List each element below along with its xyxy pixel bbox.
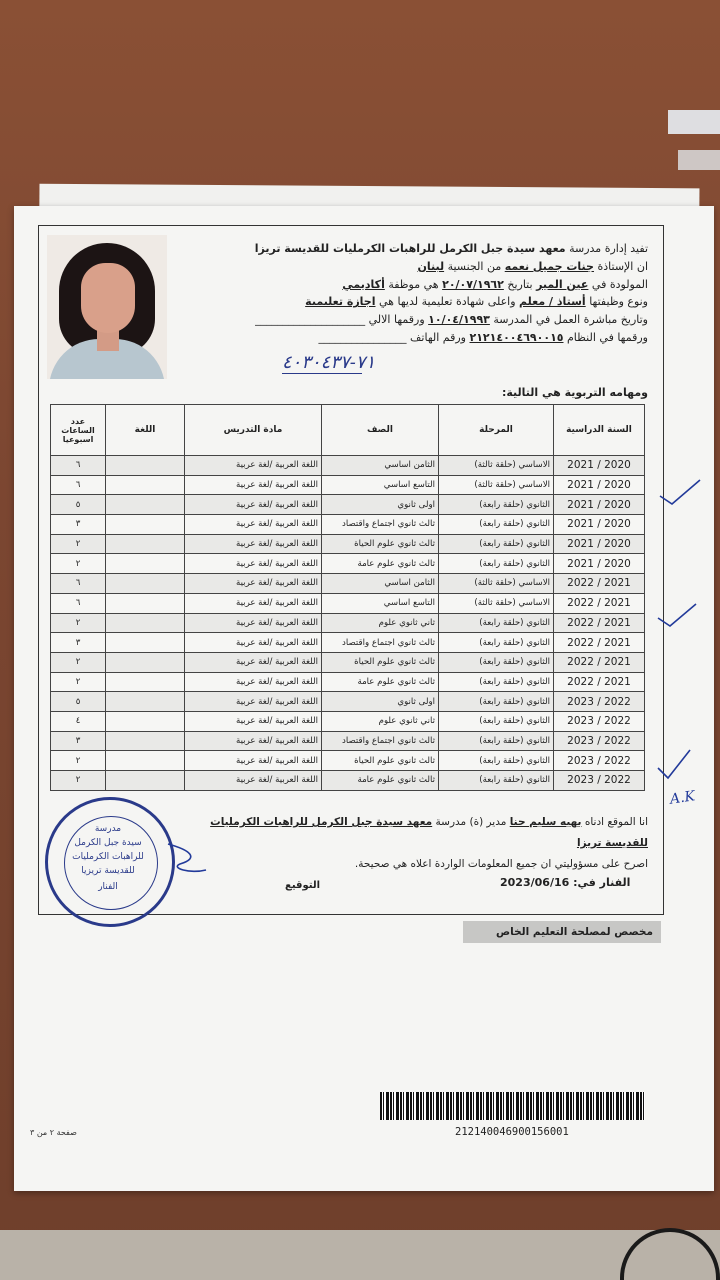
declaration-school: معهد سيدة جبل الكرمل للراهبات الكرمليات للقديسة تريزا bbox=[210, 816, 648, 849]
cell-language bbox=[106, 475, 185, 495]
cell-year: 2020 / 2021 bbox=[554, 534, 645, 554]
signing-date: 2023/06/16 bbox=[500, 876, 570, 889]
cell-language bbox=[106, 495, 185, 515]
cell-subject: اللغة العربية /لغة عربية bbox=[185, 672, 322, 692]
cell-year: 2022 / 2023 bbox=[554, 751, 645, 771]
cell-class: ثالث ثانوي اجتماع واقتصاد bbox=[322, 633, 439, 653]
cell-class: ثالث ثانوي علوم عامة bbox=[322, 672, 439, 692]
cell-year: 2021 / 2022 bbox=[554, 574, 645, 594]
cell-language bbox=[106, 613, 185, 633]
cell-subject: اللغة العربية /لغة عربية bbox=[185, 475, 322, 495]
cell-stage: الاساسي (حلقة ثالثة) bbox=[439, 456, 554, 476]
cell-class: الثامن اساسي bbox=[322, 574, 439, 594]
cell-year: 2020 / 2021 bbox=[554, 475, 645, 495]
light-reflection bbox=[668, 110, 720, 134]
cell-class: ثالث ثانوي اجتماع واقتصاد bbox=[322, 515, 439, 535]
table-row bbox=[51, 456, 645, 476]
cell-subject: اللغة العربية /لغة عربية bbox=[185, 613, 322, 633]
declaration-line-1: انا الموقع ادناه بهيه سليم حنا مدير (ة) مدرسة معهد سيدة جبل الكرمل للراهبات الكرمليات للقديسة تريزا bbox=[210, 816, 648, 849]
table-row bbox=[51, 771, 645, 791]
employee-type: أكاديمي bbox=[342, 277, 385, 291]
cell-subject: اللغة العربية /لغة عربية bbox=[185, 771, 322, 791]
floor bbox=[0, 1230, 720, 1280]
cell-subject: اللغة العربية /لغة عربية bbox=[185, 751, 322, 771]
col-header-hours: عدد الساعات اسبوعيا bbox=[51, 405, 106, 456]
cell-subject: اللغة العربية /لغة عربية bbox=[185, 495, 322, 515]
cell-language bbox=[106, 456, 185, 476]
cell-hours: ٢ bbox=[51, 613, 106, 633]
birthdate: ٢٠/٠٧/١٩٦٢ bbox=[442, 277, 504, 291]
cell-stage: الثانوي (حلقة رابعة) bbox=[439, 711, 554, 731]
cell-hours: ٢ bbox=[51, 554, 106, 574]
table-row bbox=[51, 515, 645, 535]
nationality: لبنان bbox=[417, 259, 445, 273]
col-header-stage: المرحلة bbox=[439, 405, 554, 456]
cell-hours: ٥ bbox=[51, 495, 106, 515]
cell-hours: ٢ bbox=[51, 534, 106, 554]
cell-class: التاسع اساسي bbox=[322, 593, 439, 613]
start-date: ١٠/٠٤/١٩٩٣ bbox=[428, 313, 490, 327]
col-header-subject: مادة التدريس bbox=[185, 405, 322, 456]
cell-language bbox=[106, 771, 185, 791]
cell-year: 2020 / 2021 bbox=[554, 495, 645, 515]
cell-subject: اللغة العربية /لغة عربية bbox=[185, 534, 322, 554]
cell-subject: اللغة العربية /لغة عربية bbox=[185, 554, 322, 574]
cell-hours: ٣ bbox=[51, 731, 106, 751]
cell-subject: اللغة العربية /لغة عربية bbox=[185, 711, 322, 731]
cell-stage: الاساسي (حلقة ثالثة) bbox=[439, 475, 554, 495]
info-line-6: ورقمها في النظام ٢١٢١٤٠٠٤٦٩٠٠١٥ ورقم الهاتف ________________ bbox=[318, 330, 648, 344]
cell-hours: ٥ bbox=[51, 692, 106, 712]
cell-class: ثالث ثانوي علوم عامة bbox=[322, 554, 439, 574]
cell-hours: ٣ bbox=[51, 515, 106, 535]
cell-class: اولى ثانوي bbox=[322, 692, 439, 712]
info-line-2: ان الإستاذة جنات جميل نعمه من الجنسية لبنان bbox=[417, 259, 648, 273]
info-line-1: تفيد إدارة مدرسة معهد سيدة جبل الكرمل للراهبات الكرمليات للقديسة تريزا bbox=[254, 242, 648, 255]
table-row bbox=[51, 554, 645, 574]
col-header-language: اللغة bbox=[106, 405, 185, 456]
cell-year: 2021 / 2022 bbox=[554, 633, 645, 653]
declaration bbox=[178, 812, 648, 875]
special-education-box: مخصص لمصلحة التعليم الخاص bbox=[463, 921, 661, 943]
table-row bbox=[51, 711, 645, 731]
cell-class: الثامن اساسي bbox=[322, 456, 439, 476]
tasks-title: ومهامه التربوية هي التالية: bbox=[501, 386, 648, 399]
cell-hours: ٢ bbox=[51, 672, 106, 692]
cell-stage: الثانوي (حلقة رابعة) bbox=[439, 534, 554, 554]
cell-year: 2022 / 2023 bbox=[554, 771, 645, 791]
handwritten-underline bbox=[282, 373, 362, 374]
cell-class: ثالث ثانوي علوم الحياة bbox=[322, 652, 439, 672]
handwritten-signature bbox=[160, 840, 210, 880]
cell-stage: الثانوي (حلقة رابعة) bbox=[439, 731, 554, 751]
cell-stage: الثانوي (حلقة رابعة) bbox=[439, 633, 554, 653]
table-row bbox=[51, 751, 645, 771]
cell-language bbox=[106, 711, 185, 731]
cell-hours: ٢ bbox=[51, 652, 106, 672]
cell-language bbox=[106, 731, 185, 751]
cell-language bbox=[106, 593, 185, 613]
cell-year: 2020 / 2021 bbox=[554, 456, 645, 476]
table-row bbox=[51, 652, 645, 672]
info-line-4: ونوع وظيفتها أستاذ / معلم واعلى شهادة تعليمية لديها هي اجازة تعليمية bbox=[305, 295, 648, 309]
page-number: صفحة ٢ من ٣ bbox=[30, 1128, 77, 1137]
declaration-line-2: اصرح على مسؤوليتي ان جميع المعلومات الواردة اعلاه هي صحيحة. bbox=[354, 858, 648, 870]
cell-hours: ٤ bbox=[51, 711, 106, 731]
school-name: معهد سيدة جبل الكرمل للراهبات الكرمليات للقديسة تريزا bbox=[254, 242, 566, 255]
col-header-class: الصف bbox=[322, 405, 439, 456]
cell-subject: اللغة العربية /لغة عربية bbox=[185, 574, 322, 594]
cell-stage: الثانوي (حلقة رابعة) bbox=[439, 672, 554, 692]
light-reflection bbox=[678, 150, 720, 170]
cell-hours: ٦ bbox=[51, 456, 106, 476]
school-stamp: مدرسة سيدة جبل الكرمل للراهبات الكرمليات للقديسة تريزيا الفنار bbox=[45, 797, 175, 927]
cell-stage: الثانوي (حلقة رابعة) bbox=[439, 692, 554, 712]
table-row bbox=[51, 633, 645, 653]
cell-subject: اللغة العربية /لغة عربية bbox=[185, 692, 322, 712]
table-row bbox=[51, 613, 645, 633]
table-row bbox=[51, 593, 645, 613]
cell-stage: الاساسي (حلقة ثالثة) bbox=[439, 593, 554, 613]
cell-hours: ٦ bbox=[51, 475, 106, 495]
cell-stage: الثانوي (حلقة رابعة) bbox=[439, 771, 554, 791]
table-row bbox=[51, 692, 645, 712]
signature-label: التوقيع bbox=[285, 880, 320, 891]
cell-class: ثاني ثانوي علوم bbox=[322, 613, 439, 633]
col-header-year: السنة الدراسية bbox=[554, 405, 645, 456]
cell-class: ثالث ثانوي علوم الحياة bbox=[322, 751, 439, 771]
cell-year: 2021 / 2022 bbox=[554, 652, 645, 672]
cell-hours: ٦ bbox=[51, 574, 106, 594]
cell-language bbox=[106, 692, 185, 712]
handwritten-phone: ٧١-٤٠٣٠٤٣٧ bbox=[282, 352, 376, 373]
table-row bbox=[51, 731, 645, 751]
place-date bbox=[500, 876, 630, 889]
birthplace: عين المير bbox=[536, 277, 589, 291]
cell-hours: ٦ bbox=[51, 593, 106, 613]
table-row bbox=[51, 534, 645, 554]
system-number: ٢١٢١٤٠٠٤٦٩٠٠١٥ bbox=[469, 330, 564, 344]
cell-subject: اللغة العربية /لغة عربية bbox=[185, 633, 322, 653]
cell-stage: الثانوي (حلقة رابعة) bbox=[439, 613, 554, 633]
cell-language bbox=[106, 554, 185, 574]
barcode bbox=[380, 1092, 645, 1120]
cell-class: ثالث ثانوي اجتماع واقتصاد bbox=[322, 731, 439, 751]
cell-stage: الثانوي (حلقة رابعة) bbox=[439, 652, 554, 672]
cell-language bbox=[106, 672, 185, 692]
cell-stage: الثانوي (حلقة رابعة) bbox=[439, 515, 554, 535]
teaching-table bbox=[50, 404, 645, 791]
cell-language bbox=[106, 574, 185, 594]
cell-language bbox=[106, 652, 185, 672]
cell-stage: الاساسي (حلقة ثالثة) bbox=[439, 574, 554, 594]
cell-hours: ٢ bbox=[51, 771, 106, 791]
cell-language bbox=[106, 534, 185, 554]
table-body bbox=[51, 456, 645, 791]
cell-subject: اللغة العربية /لغة عربية bbox=[185, 731, 322, 751]
cell-class: ثالث ثانوي علوم الحياة bbox=[322, 534, 439, 554]
handwritten-check-mark bbox=[656, 748, 696, 782]
cell-year: 2020 / 2021 bbox=[554, 554, 645, 574]
cell-class: اولى ثانوي bbox=[322, 495, 439, 515]
employee-info bbox=[168, 240, 648, 347]
cell-subject: اللغة العربية /لغة عربية bbox=[185, 515, 322, 535]
cell-language bbox=[106, 751, 185, 771]
cell-language bbox=[106, 515, 185, 535]
table-row bbox=[51, 495, 645, 515]
cell-subject: اللغة العربية /لغة عربية bbox=[185, 652, 322, 672]
cell-year: 2021 / 2022 bbox=[554, 672, 645, 692]
cell-stage: الثانوي (حلقة رابعة) bbox=[439, 554, 554, 574]
cell-subject: اللغة العربية /لغة عربية bbox=[185, 456, 322, 476]
handwritten-check-mark bbox=[658, 478, 702, 508]
cell-year: 2022 / 2023 bbox=[554, 711, 645, 731]
degree: اجازة تعليمية bbox=[305, 295, 376, 309]
cell-subject: اللغة العربية /لغة عربية bbox=[185, 593, 322, 613]
cell-language bbox=[106, 633, 185, 653]
info-line-3: المولودة في عين المير بتاريخ ٢٠/٠٧/١٩٦٢ هي موظفة أكاديمي bbox=[342, 277, 648, 291]
cell-stage: الثانوي (حلقة رابعة) bbox=[439, 495, 554, 515]
cell-year: 2021 / 2022 bbox=[554, 613, 645, 633]
handwritten-initials: A.K bbox=[669, 788, 697, 808]
job-type: أستاذ / معلم bbox=[519, 295, 586, 309]
cell-class: ثاني ثانوي علوم bbox=[322, 711, 439, 731]
cell-year: 2022 / 2023 bbox=[554, 731, 645, 751]
info-line-5: وتاريخ مباشرة العمل في المدرسة ١٠/٠٤/١٩٩٣ ورقمها الالي ____________________ bbox=[255, 313, 648, 327]
cell-class: ثالث ثانوي علوم عامة bbox=[322, 771, 439, 791]
portrait-photo bbox=[47, 235, 167, 379]
cell-class: التاسع اساسي bbox=[322, 475, 439, 495]
cell-stage: الثانوي (حلقة رابعة) bbox=[439, 751, 554, 771]
cell-hours: ٣ bbox=[51, 633, 106, 653]
cell-hours: ٢ bbox=[51, 751, 106, 771]
table-row bbox=[51, 475, 645, 495]
table-row bbox=[51, 574, 645, 594]
cell-year: 2022 / 2023 bbox=[554, 692, 645, 712]
table-row bbox=[51, 672, 645, 692]
barcode-number: 212140046900156001 bbox=[455, 1126, 569, 1138]
handwritten-check-mark bbox=[656, 600, 700, 630]
cell-year: 2020 / 2021 bbox=[554, 515, 645, 535]
place-label: الفنار في: bbox=[573, 876, 631, 889]
cell-year: 2021 / 2022 bbox=[554, 593, 645, 613]
director-name: بهيه سليم حنا bbox=[509, 816, 582, 828]
table-header-row bbox=[51, 405, 645, 456]
employee-name: جنات جميل نعمه bbox=[504, 259, 594, 273]
